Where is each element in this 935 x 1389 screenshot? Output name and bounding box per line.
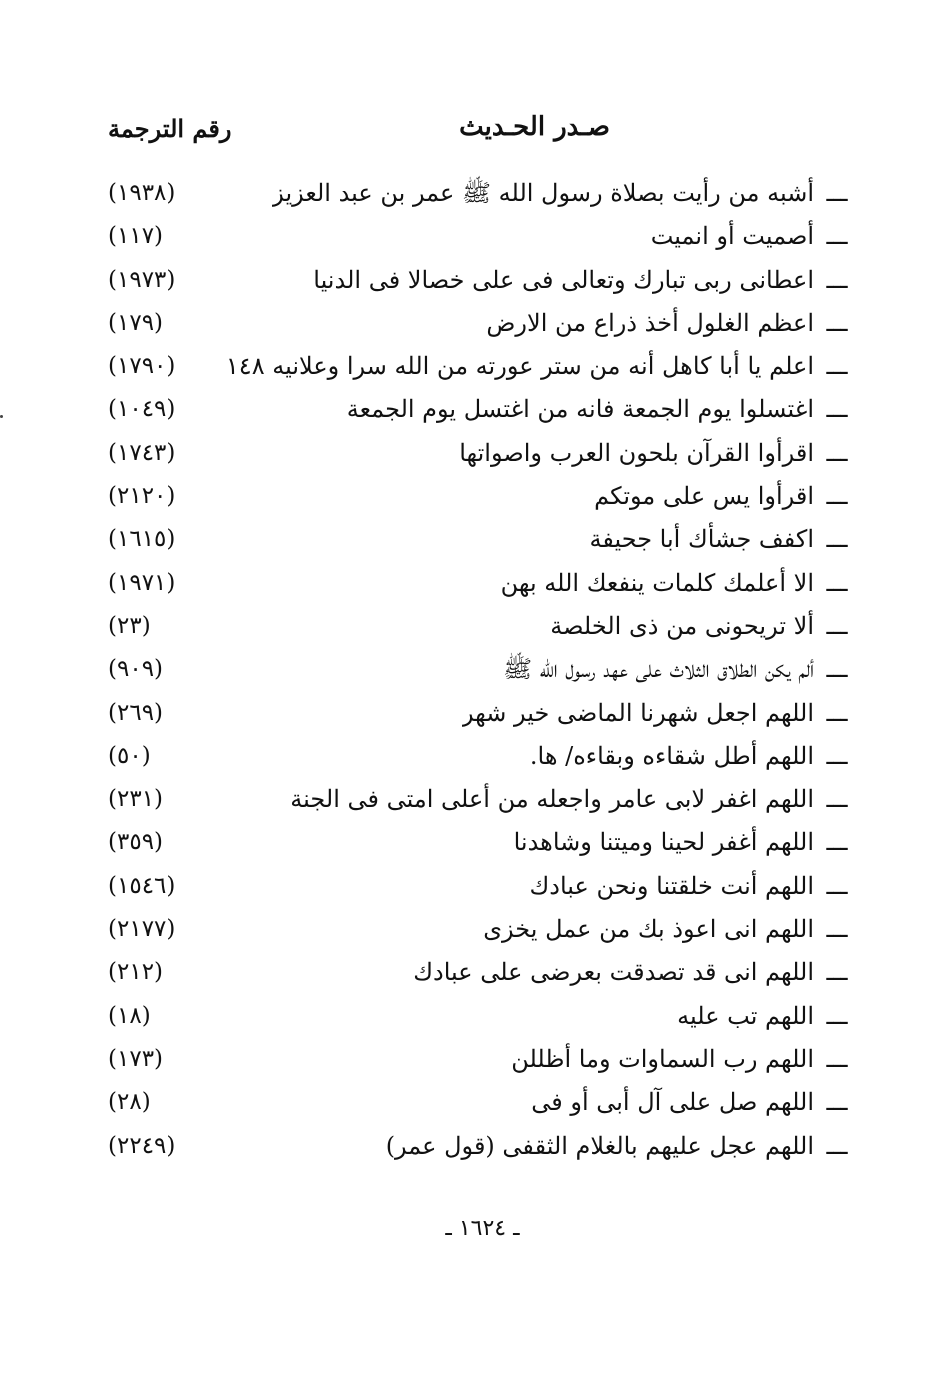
entry-number [108,562,220,605]
entry-dash: ـــ [826,915,848,944]
list-item [100,778,850,821]
entry-number-value: (١٦١٥) [108,526,176,553]
list-item [100,388,850,431]
list-item [100,821,850,864]
entry-dash: ـــ [826,568,848,597]
entry-dash: ـــ [826,395,848,424]
list-item [100,1125,850,1168]
list-item [100,345,850,388]
list-item [100,302,850,345]
entry-dash: ـــ [826,352,848,381]
entry-number [108,345,220,388]
entry-number [108,865,220,908]
entry-number [108,995,220,1038]
entry-number [108,1038,220,1081]
entry-dash: ـــ [826,698,848,727]
entry-number [108,475,220,518]
entry-text: اللهم أطل شقاءه وبقاءه/ ها. [529,741,814,770]
entry-dash: ـــ [826,611,848,640]
list-item [100,259,850,302]
entry-dash: ـــ [826,525,848,554]
entry-text: أصميت أو انميت [650,222,814,251]
entry-dash: ـــ [826,179,848,207]
entry-dash: ـــ [826,308,848,337]
entry-dash: ـــ [826,655,848,684]
entry-number-value: (١٩٣٨) [108,180,176,206]
list-item [100,735,850,778]
entry-number-value: (٢٣) [108,612,151,639]
list-item [100,475,850,518]
list-item [100,1081,850,1124]
hadith-column-title: صـدر الحـديث [459,112,610,142]
entry-number [108,388,220,431]
entry-text: اقرأوا يس على موتكم [594,482,814,511]
entry-text: اللهم انى قد تصدقت بعرضى على عبادك [413,958,814,987]
entry-text: اقرأوا القرآن بلحون العرب واصواتها [459,438,814,467]
table-header [100,112,860,152]
entry-number [108,648,220,691]
entry-text: ألا تريحونى من ذى الخلصة [550,611,814,640]
list-item [100,562,850,605]
entry-number-value: (١٧٤٣) [108,439,176,466]
entry-number [108,1125,220,1168]
entry-text: اعظم الغلول أخذ ذراع من الارض [486,308,814,337]
entry-dash: ـــ [826,741,848,770]
entry-number-value: (١٧٩٠) [108,353,176,380]
entry-number-value: (٢١٢) [108,959,164,986]
entry-number-value: (٢١٢٠) [108,483,176,510]
list-item [100,172,850,215]
list-item [100,1038,850,1081]
list-item [100,215,850,258]
entry-dash: ـــ [826,1001,848,1030]
list-item [100,951,850,994]
entry-text: اللهم رب السماوات وما أظللن [511,1044,814,1073]
entry-number-value: (١٩٧٣) [108,266,176,293]
entry-text: اغتسلوا يوم الجمعة فانه من اغتسل يوم الجمعة [346,395,814,424]
entry-number [108,735,220,778]
entry-text: ألم يكن الطلاق الثلاث على عهد رسول الله ﷺ [503,655,814,684]
entry-number-value: (١٧٣) [108,1045,164,1072]
list-item [100,648,850,691]
entry-text: اللهم عجل عليهم بالغلام الثقفى (قول عمر) [385,1131,814,1160]
entry-text: اكفف جشأك أبا جحيفة [589,525,814,554]
entry-number-value: (٥٠) [108,742,151,769]
entry-number-value: (١٨) [108,1002,151,1029]
entry-dash: ـــ [826,785,848,814]
hadith-index-list [100,172,850,1168]
entry-number-value: (٢٢٤٩) [108,1132,176,1159]
entry-number-value: (٢٣١) [108,786,164,813]
entry-text: اللهم أنت خلقتنا ونحن عبادك [529,871,814,900]
list-item [100,432,850,475]
entry-text: اللهم اغفر لابى عامر واجعله من أعلى امتى فى الجنة [290,785,814,814]
entry-number [108,172,220,215]
entry-number [108,302,220,345]
entry-number [108,821,220,864]
entry-number [108,778,220,821]
list-item [100,995,850,1038]
entry-number-value: (١٩٧١) [108,569,176,596]
entry-number-value: (٢٨) [108,1089,151,1116]
entry-number [108,259,220,302]
entry-dash: ـــ [826,265,848,294]
entry-text: اللهم انى اعوذ بك من عمل يخزى [483,915,814,944]
entry-number-value: (٢١٧٧) [108,916,176,943]
entry-number-value: (١٧٩) [108,309,164,336]
entry-number [108,215,220,258]
list-item [100,605,850,648]
entry-number-value: (٩٠٩) [108,656,164,683]
entry-text: أشبه من رأيت بصلاة رسول الله ﷺ عمر بن عبد العزيز [272,179,814,207]
entry-text: اللهم صل على آل أبى أو فى [531,1088,814,1117]
entry-text: اللهم تب عليه [677,1001,814,1030]
entry-number-value: (٣٥٩) [108,829,164,856]
entry-dash: ـــ [826,222,848,251]
entry-text: الا أعلمك كلمات ينفعك الله بهن [500,568,814,597]
entry-number-value: (١١٧) [108,223,164,250]
entry-number [108,605,220,648]
entry-dash: ـــ [826,1131,848,1160]
entry-text: اعلم يا أبا كاهل أنه من ستر عورته من الله سرا وعلانيه ١٤٨ [225,352,814,381]
entry-number-value: (١٥٤٦) [108,872,176,899]
number-column-title: رقم الترجمة [108,114,232,143]
scan-speck [0,415,3,418]
entry-text: اعطانى ربى تبارك وتعالى فى على خصالا فى الدنيا [313,265,814,294]
page-number: ـ ١٦٢٤ ـ [445,1216,520,1241]
entry-dash: ـــ [826,482,848,511]
entry-dash: ـــ [826,828,848,857]
entry-text: اللهم اجعل شهرنا الماضى خير شهر [461,698,814,727]
entry-dash: ـــ [826,438,848,467]
entry-number [108,951,220,994]
entry-number [108,1081,220,1124]
entry-number [108,692,220,735]
entry-number [108,432,220,475]
list-item [100,908,850,951]
entry-dash: ـــ [826,958,848,987]
entry-dash: ـــ [826,1088,848,1117]
entry-dash: ـــ [826,871,848,900]
entry-number [108,518,220,561]
entry-number-value: (١٠٤٩) [108,396,176,423]
list-item [100,518,850,561]
list-item [100,692,850,735]
entry-dash: ـــ [826,1044,848,1073]
list-item [100,865,850,908]
entry-number [108,908,220,951]
entry-text: اللهم أغفر لحينا وميتنا وشاهدنا [513,828,814,857]
entry-number-value: (٢٦٩) [108,699,164,726]
